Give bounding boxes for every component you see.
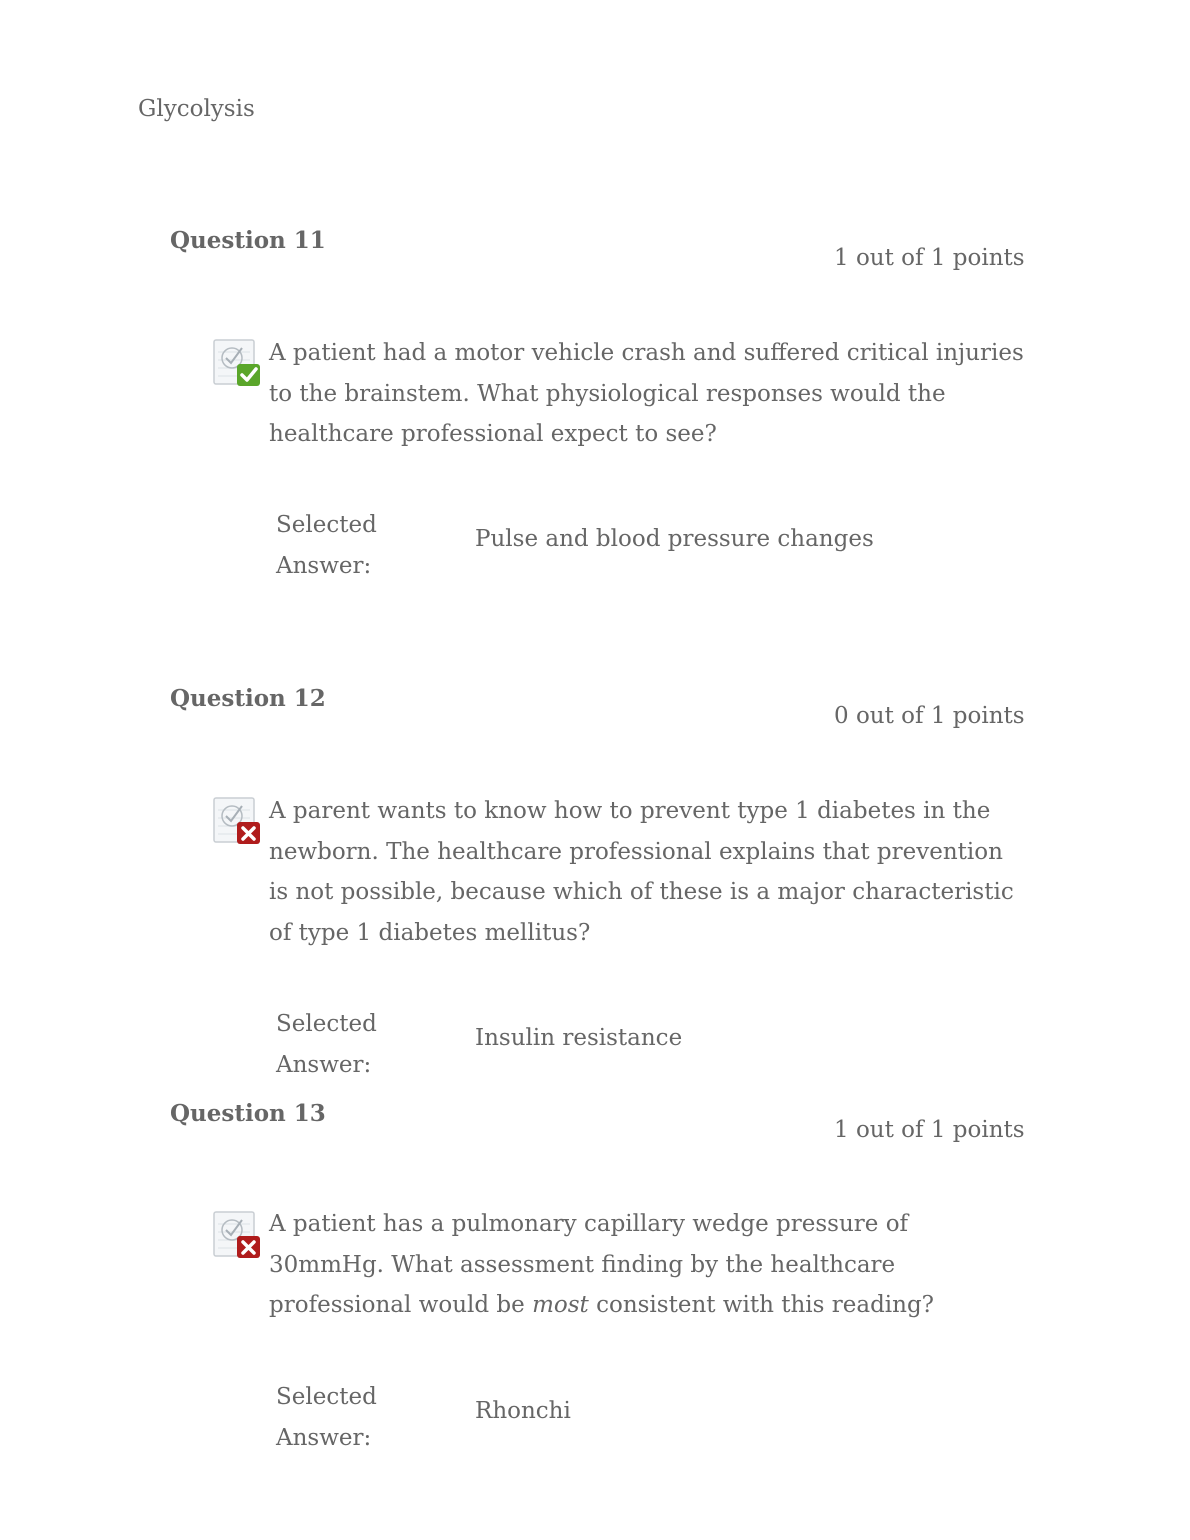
- question-13-text-emphasis: most: [532, 1292, 589, 1318]
- question-13-selected-label: [276, 1377, 426, 1458]
- question-13-text: [269, 1204, 969, 1326]
- selected-label-line1: Selected: [276, 1011, 377, 1037]
- question-11-title: Question 11: [170, 227, 326, 254]
- question-12-points: 0 out of 1 points: [834, 703, 1025, 729]
- question-12-text: A parent wants to know how to prevent type 1 diabetes in the newborn. The healthcare professional explains that prevention is not possible, because which of these is a major characteristic of type 1 diabetes mellitus?: [269, 798, 1014, 946]
- incorrect-x-icon: [212, 796, 262, 846]
- question-11-selected-label: [276, 505, 426, 586]
- selected-label-line2: Answer:: [276, 552, 372, 579]
- selected-label-line2: Answer:: [276, 1051, 372, 1078]
- question-11-text: A patient had a motor vehicle crash and suffered critical injuries to the brainstem. What physiological responses would the healthcare professional expect to see?: [269, 340, 1024, 447]
- question-13-title: Question 13: [170, 1100, 326, 1127]
- incorrect-x-icon: [212, 1210, 262, 1260]
- question-12-title: Question 12: [170, 685, 326, 712]
- question-11-points: 1 out of 1 points: [834, 245, 1025, 271]
- question-13-points: 1 out of 1 points: [834, 1117, 1025, 1143]
- question-13-selected-answer: Rhonchi: [475, 1398, 571, 1424]
- question-12-selected-answer: Insulin resistance: [475, 1025, 683, 1051]
- question-12-selected-label: [276, 1004, 426, 1085]
- question-13-text-after: consistent with this reading?: [588, 1292, 935, 1318]
- correct-check-icon: [212, 338, 262, 388]
- selected-label-line2: Answer:: [276, 1424, 372, 1451]
- question-13-text-before: A patient has a pulmonary capillary wedge pressure of 30mmHg. What assessment finding by the healthcare professional would be: [269, 1211, 909, 1318]
- question-11-selected-answer: Pulse and blood pressure changes: [475, 526, 874, 552]
- selected-label-line1: Selected: [276, 1384, 377, 1410]
- selected-label-line1: Selected: [276, 512, 377, 538]
- previous-answer-text: Glycolysis: [138, 96, 255, 122]
